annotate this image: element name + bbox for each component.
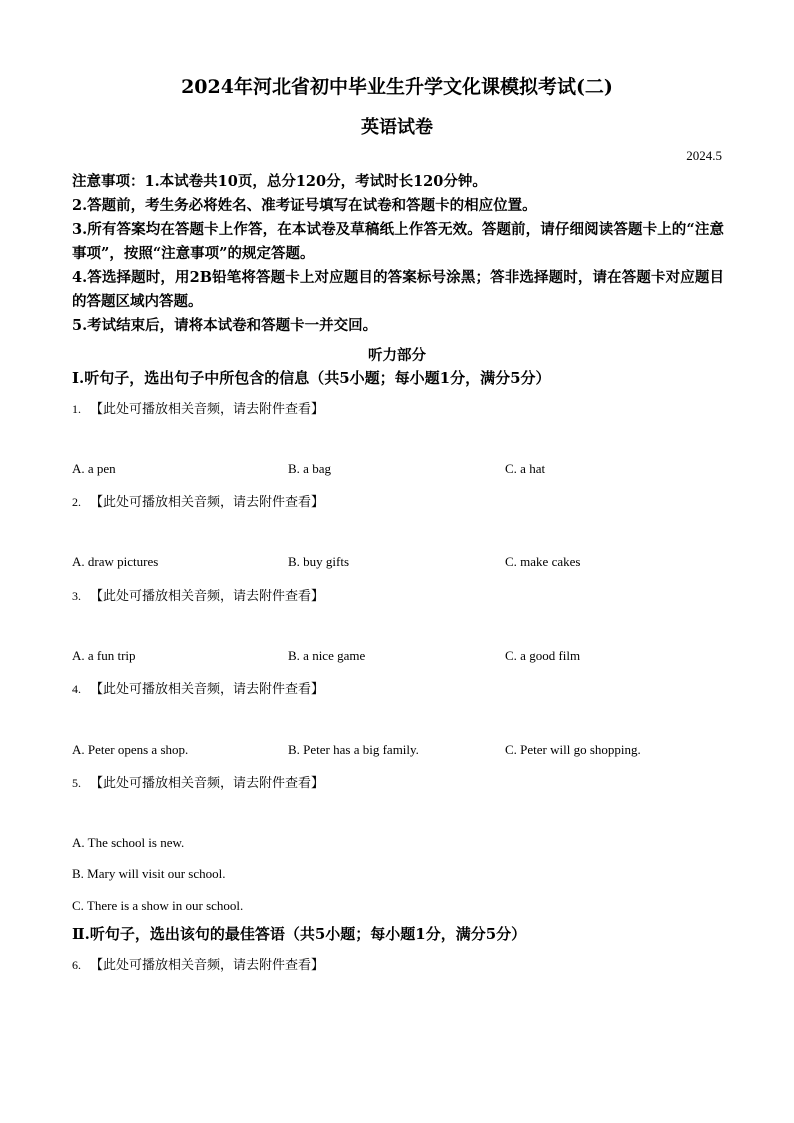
section-2-heading: Ⅱ.听句子，选出该句的最佳答语（共5小题；每小题1分，满分5分） xyxy=(72,925,527,943)
part-title: 听力部分 xyxy=(368,347,426,364)
q4-option-a: A. Peter opens a shop. xyxy=(72,742,189,757)
q2-option-a: A. draw pictures xyxy=(72,554,159,569)
q2-option-c: C. make cakes xyxy=(505,554,581,569)
audio-note: 【此处可播放相关音频，请去附件查看】 xyxy=(90,495,325,510)
notice-line-4: 4.答选择题时，用2B铅笔将答题卡上对应题目的答案标号涂黑；答非选择题时，请在答题卡对应题目的答题区域内答题。 xyxy=(72,269,724,310)
notice-line-2: 2.答题前，考生务必将姓名、准考证号填写在试卷和答题卡的相应位置。 xyxy=(72,197,537,214)
question-2 xyxy=(72,491,324,510)
q4-option-b: B. Peter has a big family. xyxy=(288,742,419,757)
audio-note: 【此处可播放相关音频，请去附件查看】 xyxy=(90,589,325,604)
q3-option-c: C. a good film xyxy=(505,648,581,663)
question-4 xyxy=(72,678,324,697)
exam-subtitle: 英语试卷 xyxy=(361,117,433,138)
notice-line-3: 3.所有答案均在答题卡上作答，在本试卷及草稿纸上作答无效。答题前，请仔细阅读答题卡上的“注意事项”，按照“注意事项”的规定答题。 xyxy=(72,221,724,262)
q5-option-b: B. Mary will visit our school. xyxy=(72,866,226,881)
question-6 xyxy=(72,954,324,973)
exam-title: 2024年河北省初中毕业生升学文化课模拟考试(二) xyxy=(181,76,613,98)
question-3 xyxy=(72,585,324,604)
q1-option-a: A. a pen xyxy=(72,461,116,476)
question-5 xyxy=(72,772,324,791)
q3-option-b: B. a nice game xyxy=(288,648,366,663)
q1-option-c: C. a hat xyxy=(505,461,546,476)
question-number: 4. xyxy=(72,682,81,696)
q3-option-a: A. a fun trip xyxy=(72,648,136,663)
notice-block xyxy=(72,170,724,338)
question-number: 3. xyxy=(72,589,81,603)
question-number: 6. xyxy=(72,958,81,972)
question-number: 5. xyxy=(72,776,81,790)
q5-option-a: A. The school is new. xyxy=(72,835,185,850)
exam-date: 2024.5 xyxy=(686,148,722,163)
q2-option-b: B. buy gifts xyxy=(288,554,350,569)
audio-note: 【此处可播放相关音频，请去附件查看】 xyxy=(90,682,325,697)
audio-note: 【此处可播放相关音频，请去附件查看】 xyxy=(90,958,325,973)
q5-option-c: C. There is a show in our school. xyxy=(72,898,244,913)
audio-note: 【此处可播放相关音频，请去附件查看】 xyxy=(90,776,325,791)
section-1-heading: Ⅰ.听句子，选出句子中所包含的信息（共5小题；每小题1分，满分5分） xyxy=(72,369,551,387)
q4-option-c: C. Peter will go shopping. xyxy=(505,742,641,757)
notice-line-5: 5.考试结束后，请将本试卷和答题卡一并交回。 xyxy=(72,317,378,334)
notice-line-1: 注意事项：1.本试卷共10页，总分120分，考试时长120分钟。 xyxy=(72,173,487,190)
q1-option-b: B. a bag xyxy=(288,461,331,476)
question-number: 1. xyxy=(72,402,81,416)
audio-note: 【此处可播放相关音频，请去附件查看】 xyxy=(90,402,325,417)
question-1 xyxy=(72,398,324,417)
question-number: 2. xyxy=(72,495,81,509)
